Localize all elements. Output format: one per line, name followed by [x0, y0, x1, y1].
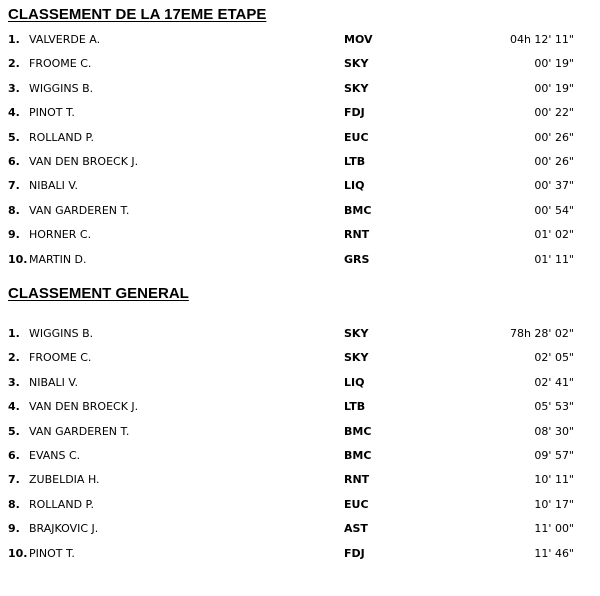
- table-row: [0, 54, 600, 78]
- rank-cell: 1.: [8, 327, 20, 340]
- time-cell: 11' 46": [534, 546, 574, 560]
- rider-name-cell: BRAJKOVIC J.: [29, 522, 99, 536]
- time-cell: 00' 26": [534, 154, 574, 168]
- rank-cell: 2.: [8, 57, 20, 71]
- team-cell: LIQ: [344, 375, 365, 389]
- team-cell: EUC: [344, 497, 369, 511]
- rank-cell: 2.: [8, 351, 20, 365]
- table-row: [0, 152, 600, 176]
- stage-classification-table: [0, 30, 600, 274]
- rank-cell: 6.: [8, 154, 20, 168]
- team-cell: FDJ: [344, 546, 365, 560]
- rank-cell: 7.: [8, 473, 20, 487]
- time-cell: 08' 30": [534, 424, 574, 438]
- team-cell: RNT: [344, 473, 370, 487]
- rank-cell: 3.: [8, 375, 20, 389]
- time-cell: 11' 00": [534, 522, 574, 536]
- table-row: [0, 495, 600, 519]
- time-cell: 00' 19": [534, 81, 574, 95]
- time-cell: 00' 26": [534, 130, 574, 144]
- rank-cell: 4.: [8, 106, 20, 120]
- time-cell: 09' 57": [534, 448, 574, 462]
- table-row: [0, 176, 600, 200]
- rider-name-cell: ZUBELDIA H.: [29, 473, 100, 487]
- rank-cell: 4.: [8, 400, 20, 414]
- table-row: [0, 422, 600, 446]
- table-row: [0, 201, 600, 225]
- team-cell: BMC: [344, 424, 372, 438]
- time-cell: 10' 11": [534, 473, 574, 487]
- table-row: [0, 250, 600, 274]
- rider-name-cell: VAN GARDEREN T.: [29, 203, 130, 217]
- table-row: [0, 348, 600, 372]
- team-cell: LIQ: [344, 179, 365, 193]
- time-cell: 05' 53": [534, 400, 574, 414]
- rider-name-cell: ROLLAND P.: [29, 497, 94, 511]
- rider-name-cell: FROOME C.: [29, 351, 92, 365]
- time-cell: 02' 41": [534, 375, 574, 389]
- rider-name-cell: HORNER C.: [29, 228, 92, 242]
- rank-cell: 6.: [8, 448, 20, 462]
- general-classification-table: [0, 324, 600, 568]
- rank-cell: 5.: [8, 130, 20, 144]
- table-row: [0, 544, 600, 568]
- rider-name-cell: VAN DEN BROECK J.: [29, 154, 139, 168]
- rider-name-cell: PINOT T.: [29, 546, 75, 560]
- table-row: [0, 324, 600, 348]
- team-cell: LTB: [344, 400, 366, 414]
- team-cell: FDJ: [344, 106, 365, 120]
- rider-name-cell: WIGGINS B.: [29, 327, 94, 340]
- table-row: [0, 79, 600, 103]
- rider-name-cell: EVANS C.: [29, 448, 81, 462]
- rider-name-cell: VAN GARDEREN T.: [29, 424, 130, 438]
- table-row: [0, 519, 600, 543]
- team-cell: BMC: [344, 448, 372, 462]
- rider-name-cell: FROOME C.: [29, 57, 92, 71]
- table-row: [0, 446, 600, 470]
- time-cell: 01' 11": [534, 252, 574, 266]
- team-cell: AST: [344, 522, 368, 536]
- rank-cell: 9.: [8, 522, 20, 536]
- team-cell: BMC: [344, 203, 372, 217]
- rider-name-cell: VAN DEN BROECK J.: [29, 400, 139, 414]
- table-row: [0, 470, 600, 494]
- time-cell: 01' 02": [534, 228, 574, 242]
- time-cell: 02' 05": [534, 351, 574, 365]
- table-row: [0, 373, 600, 397]
- general-classification-title: CLASSEMENT GENERAL: [8, 285, 189, 302]
- rider-name-cell: NIBALI V.: [29, 375, 79, 389]
- team-cell: GRS: [344, 252, 370, 266]
- team-cell: RNT: [344, 228, 370, 242]
- rider-name-cell: MARTIN D.: [29, 252, 87, 266]
- rank-cell: 10.: [8, 546, 28, 560]
- rider-name-cell: ROLLAND P.: [29, 130, 94, 144]
- time-cell: 10' 17": [534, 497, 574, 511]
- rank-cell: 10.: [8, 252, 28, 266]
- rank-cell: 8.: [8, 203, 20, 217]
- team-cell: EUC: [344, 130, 369, 144]
- team-cell: SKY: [344, 81, 369, 95]
- rank-cell: 9.: [8, 228, 20, 242]
- time-cell: 00' 22": [534, 106, 574, 120]
- rank-cell: 1.: [8, 33, 20, 46]
- table-row: [0, 103, 600, 127]
- rank-cell: 5.: [8, 424, 20, 438]
- time-cell: 00' 19": [534, 57, 574, 71]
- team-cell: SKY: [344, 351, 369, 365]
- team-cell: SKY: [344, 327, 369, 340]
- rank-cell: 8.: [8, 497, 20, 511]
- rider-name-cell: NIBALI V.: [29, 179, 79, 193]
- table-row: [0, 128, 600, 152]
- time-cell: 00' 54": [534, 203, 574, 217]
- table-row: [0, 225, 600, 249]
- rank-cell: 3.: [8, 81, 20, 95]
- team-cell: MOV: [344, 33, 373, 46]
- time-cell: 00' 37": [534, 179, 574, 193]
- table-row: [0, 397, 600, 421]
- team-cell: LTB: [344, 154, 366, 168]
- team-cell: SKY: [344, 57, 369, 71]
- rank-cell: 7.: [8, 179, 20, 193]
- rider-name-cell: VALVERDE A.: [29, 33, 101, 46]
- rider-name-cell: WIGGINS B.: [29, 81, 94, 95]
- table-row: [0, 30, 600, 54]
- stage-classification-title: CLASSEMENT DE LA 17EME ETAPE: [8, 6, 267, 23]
- time-cell: 78h 28' 02": [509, 327, 574, 340]
- time-cell: 04h 12' 11": [509, 33, 574, 46]
- rider-name-cell: PINOT T.: [29, 106, 75, 120]
